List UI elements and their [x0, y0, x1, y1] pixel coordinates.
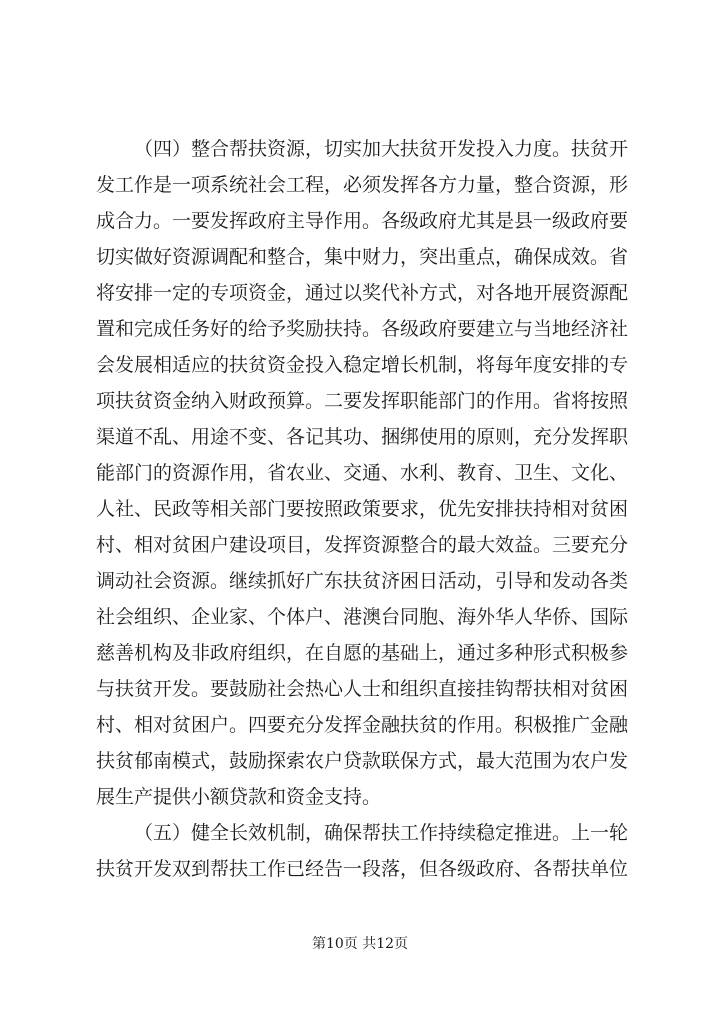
text-line: 与扶贫开发。要鼓励社会热心人士和组织直接挂钩帮扶相对贫困 — [96, 678, 629, 700]
paragraph-five — [96, 815, 629, 887]
document-body — [96, 131, 629, 887]
text-line: 渠道不乱、用途不变、各记其功、捆绑使用的原则，充分发挥职 — [96, 426, 629, 448]
text-line: 能部门的资源作用，省农业、交通、水利、教育、卫生、文化、 — [96, 462, 629, 484]
text-line: 扶贫郁南模式，鼓励探索农户贷款联保方式，最大范围为农户发 — [96, 750, 629, 772]
text-line: 人社、民政等相关部门要按照政策要求，优先安排扶持相对贫困 — [96, 498, 629, 520]
text-line: 村、相对贫困户建设项目，发挥资源整合的最大效益。三要充分 — [96, 534, 629, 556]
text-line: 将安排一定的专项资金，通过以奖代补方式，对各地开展资源配 — [96, 282, 629, 304]
text-line: 社会组织、企业家、个体户、港澳台同胞、海外华人华侨、国际 — [96, 606, 629, 628]
text-line: 村、相对贫困户。四要充分发挥金融扶贫的作用。积极推广金融 — [96, 714, 629, 736]
text-line: 展生产提供小额贷款和资金支持。 — [96, 786, 382, 808]
page-footer — [0, 935, 720, 953]
page-number: 第10页 共12页 — [311, 936, 409, 952]
text-line: 成合力。一要发挥政府主导作用。各级政府尤其是县一级政府要 — [96, 210, 629, 232]
text-line: 置和完成任务好的给予奖励扶持。各级政府要建立与当地经济社 — [96, 318, 629, 340]
text-line: 慈善机构及非政府组织，在自愿的基础上，通过多种形式积极参 — [96, 642, 629, 664]
text-line: 扶贫开发双到帮扶工作已经告一段落，但各级政府、各帮扶单位 — [96, 858, 629, 880]
paragraph-four — [96, 131, 629, 815]
text-line: 调动社会资源。继续抓好广东扶贫济困日活动，引导和发动各类 — [96, 570, 629, 592]
text-line: 项扶贫资金纳入财政预算。二要发挥职能部门的作用。省将按照 — [96, 390, 629, 412]
text-line: （五）健全长效机制，确保帮扶工作持续稳定推进。上一轮 — [134, 822, 629, 844]
text-line: （四）整合帮扶资源，切实加大扶贫开发投入力度。扶贫开 — [134, 138, 629, 160]
text-line: 切实做好资源调配和整合，集中财力，突出重点，确保成效。省 — [96, 246, 629, 268]
text-line: 发工作是一项系统社会工程，必须发挥各方力量，整合资源，形 — [96, 174, 629, 196]
text-line: 会发展相适应的扶贫资金投入稳定增长机制，将每年度安排的专 — [96, 354, 629, 376]
